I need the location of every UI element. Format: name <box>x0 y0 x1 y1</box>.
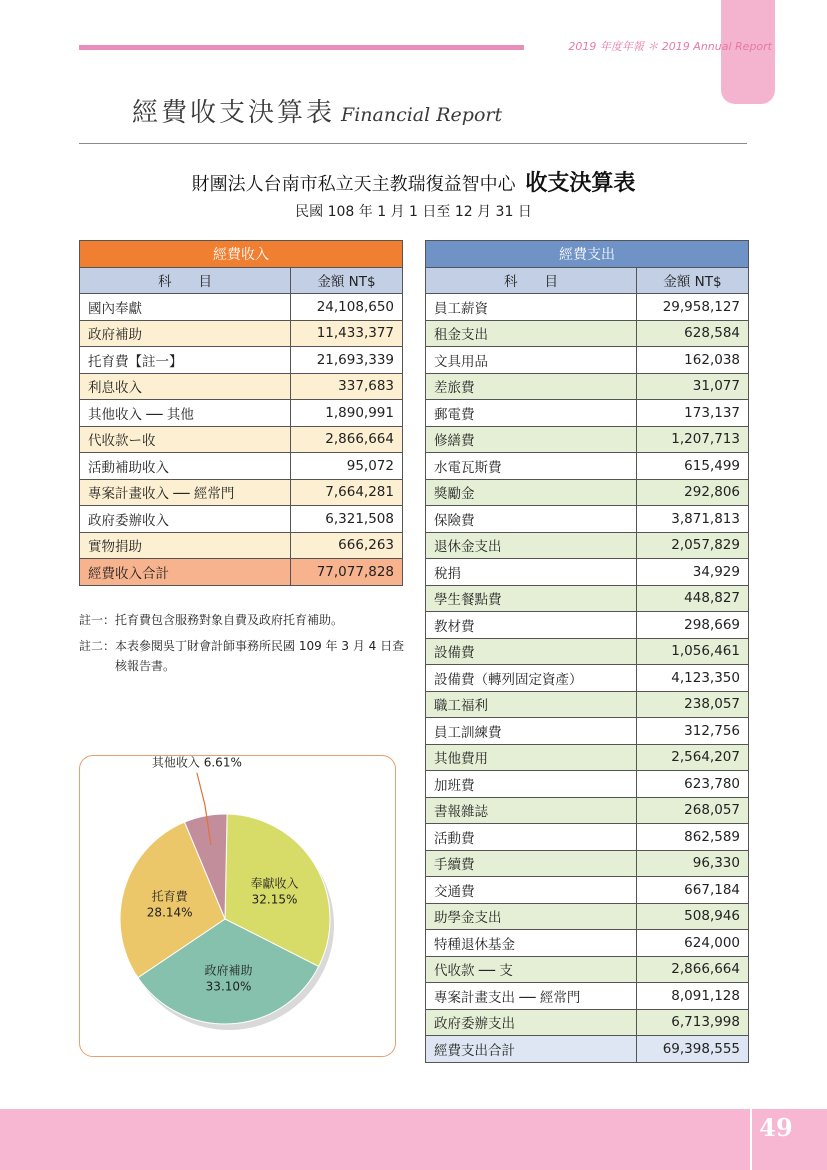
expense-row <box>426 400 749 427</box>
expense-amount: 29,958,127 <box>637 294 749 321</box>
expense-row <box>426 1009 749 1036</box>
expense-item: 特種退休基金 <box>426 930 637 957</box>
report-title-main: 收支決算表 <box>525 171 636 196</box>
expense-item: 獎勵金 <box>426 479 637 506</box>
income-item: 實物捐助 <box>80 532 291 559</box>
expense-row <box>426 903 749 930</box>
income-table <box>79 240 403 586</box>
expense-row <box>426 824 749 851</box>
expense-total-label: 經費支出合計 <box>426 1036 637 1063</box>
expense-row <box>426 453 749 480</box>
expense-row <box>426 585 749 612</box>
expense-row <box>426 877 749 904</box>
income-total-label: 經費收入合計 <box>80 559 291 586</box>
income-amount: 11,433,377 <box>291 320 403 347</box>
expense-row <box>426 532 749 559</box>
expense-table <box>425 240 749 1063</box>
income-row <box>80 294 403 321</box>
income-amount: 337,683 <box>291 373 403 400</box>
expense-item: 其他費用 <box>426 744 637 771</box>
running-head: 2019 年度年報 ＊ 2019 Annual Report <box>568 40 772 53</box>
income-amount: 1,890,991 <box>291 400 403 427</box>
expense-amount: 34,929 <box>637 559 749 586</box>
expense-row <box>426 320 749 347</box>
expense-row <box>426 983 749 1010</box>
expense-item: 代收款 ── 支 <box>426 956 637 983</box>
page-number: 49 <box>759 1113 793 1142</box>
expense-amount: 96,330 <box>637 850 749 877</box>
income-amount: 24,108,650 <box>291 294 403 321</box>
expense-item: 員工薪資 <box>426 294 637 321</box>
header-rule <box>79 45 524 50</box>
expense-item: 文具用品 <box>426 347 637 374</box>
expense-row <box>426 426 749 453</box>
pie-callout-label: 其他收入 6.61% <box>151 756 242 770</box>
expense-amount: 3,871,813 <box>637 506 749 533</box>
income-row <box>80 506 403 533</box>
pie-value-label: 32.15% <box>251 892 298 907</box>
income-item: 代收款ー收 <box>80 426 291 453</box>
note-text: 本表參閱吳丁財會計師事務所民國 109 年 3 月 4 日查核報告書。 <box>115 639 405 673</box>
income-row <box>80 532 403 559</box>
expense-amount: 667,184 <box>637 877 749 904</box>
expense-item: 職工福利 <box>426 691 637 718</box>
income-item: 專案計畫收入 ── 經常門 <box>80 479 291 506</box>
expense-item: 保險費 <box>426 506 637 533</box>
expense-item: 租金支出 <box>426 320 637 347</box>
expense-row <box>426 797 749 824</box>
notes <box>79 610 409 682</box>
expense-item: 退休金支出 <box>426 532 637 559</box>
expense-item: 活動費 <box>426 824 637 851</box>
pie-label: 托育費 <box>151 889 188 904</box>
income-amount: 21,693,339 <box>291 347 403 374</box>
income-row <box>80 400 403 427</box>
expense-amount: 2,866,664 <box>637 956 749 983</box>
report-period: 民國 108 年 1 月 1 日至 12 月 31 日 <box>295 204 532 220</box>
note-1 <box>79 610 409 630</box>
income-amount: 7,664,281 <box>291 479 403 506</box>
expense-item: 手續費 <box>426 850 637 877</box>
income-item: 利息收入 <box>80 373 291 400</box>
income-amount: 2,866,664 <box>291 426 403 453</box>
expense-amount: 173,137 <box>637 400 749 427</box>
expense-item: 員工訓練費 <box>426 718 637 745</box>
expense-row <box>426 559 749 586</box>
income-row <box>80 453 403 480</box>
income-amount: 95,072 <box>291 453 403 480</box>
expense-amount: 298,669 <box>637 612 749 639</box>
income-item: 政府委辦收入 <box>80 506 291 533</box>
expense-amount: 312,756 <box>637 718 749 745</box>
expense-item: 政府委辦支出 <box>426 1009 637 1036</box>
expense-total-amount: 69,398,555 <box>637 1036 749 1063</box>
note-2 <box>79 636 409 676</box>
expense-amount: 8,091,128 <box>637 983 749 1010</box>
report-title <box>0 166 827 197</box>
income-amount: 6,321,508 <box>291 506 403 533</box>
note-label: 註一： <box>79 613 116 627</box>
expense-amount: 1,056,461 <box>637 638 749 665</box>
income-row <box>80 320 403 347</box>
section-title-en: Financial Report <box>341 104 503 126</box>
income-pie-chart <box>79 755 396 1057</box>
expense-row <box>426 744 749 771</box>
income-heading: 經費收入 <box>80 241 403 268</box>
expense-item: 教材費 <box>426 612 637 639</box>
expense-amount: 1,207,713 <box>637 426 749 453</box>
expense-row <box>426 718 749 745</box>
expense-row <box>426 691 749 718</box>
expense-item: 專案計畫支出 ── 經常門 <box>426 983 637 1010</box>
expense-item: 水電瓦斯費 <box>426 453 637 480</box>
expense-item: 設備費（轉列固定資產） <box>426 665 637 692</box>
expense-row <box>426 638 749 665</box>
income-item: 國內奉獻 <box>80 294 291 321</box>
expense-amount: 508,946 <box>637 903 749 930</box>
expense-row <box>426 506 749 533</box>
expense-row <box>426 956 749 983</box>
expense-row <box>426 479 749 506</box>
income-item: 托育費【註一】 <box>80 347 291 374</box>
expense-amount: 624,000 <box>637 930 749 957</box>
expense-amount: 623,780 <box>637 771 749 798</box>
income-col-item: 科 目 <box>80 267 291 294</box>
footer-band <box>0 1109 827 1170</box>
expense-row <box>426 930 749 957</box>
expense-row <box>426 373 749 400</box>
income-row <box>80 426 403 453</box>
expense-amount: 292,806 <box>637 479 749 506</box>
expense-amount: 31,077 <box>637 373 749 400</box>
expense-item: 加班費 <box>426 771 637 798</box>
expense-col-item: 科 目 <box>426 267 637 294</box>
expense-row <box>426 612 749 639</box>
expense-col-amount: 金額 NT$ <box>637 267 749 294</box>
expense-item: 設備費 <box>426 638 637 665</box>
expense-amount: 4,123,350 <box>637 665 749 692</box>
income-total-amount: 77,077,828 <box>291 559 403 586</box>
expense-amount: 615,499 <box>637 453 749 480</box>
expense-amount: 862,589 <box>637 824 749 851</box>
expense-amount: 2,564,207 <box>637 744 749 771</box>
expense-item: 交通費 <box>426 877 637 904</box>
expense-item: 修繕費 <box>426 426 637 453</box>
expense-row <box>426 665 749 692</box>
expense-item: 助學金支出 <box>426 903 637 930</box>
title-rule <box>79 143 747 144</box>
expense-amount: 448,827 <box>637 585 749 612</box>
income-item: 活動補助收入 <box>80 453 291 480</box>
expense-heading: 經費支出 <box>426 241 749 268</box>
income-row <box>80 347 403 374</box>
income-item: 政府補助 <box>80 320 291 347</box>
org-name: 財團法人台南市私立天主教瑞復益智中心 <box>191 174 516 195</box>
section-title <box>132 92 502 129</box>
expense-amount: 268,057 <box>637 797 749 824</box>
section-title-zh: 經費收支決算表 <box>132 98 336 128</box>
income-row <box>80 479 403 506</box>
expense-row <box>426 347 749 374</box>
expense-amount: 238,057 <box>637 691 749 718</box>
pie-label: 奉獻收入 <box>250 876 299 891</box>
expense-item: 學生餐點費 <box>426 585 637 612</box>
expense-item: 書報雜誌 <box>426 797 637 824</box>
expense-amount: 162,038 <box>637 347 749 374</box>
pie-value-label: 28.14% <box>146 905 193 920</box>
expense-item: 郵電費 <box>426 400 637 427</box>
income-col-amount: 金額 NT$ <box>291 267 403 294</box>
note-text: 托育費包含服務對象自費及政府托育補助。 <box>115 613 344 627</box>
expense-amount: 6,713,998 <box>637 1009 749 1036</box>
expense-row <box>426 850 749 877</box>
expense-row <box>426 294 749 321</box>
note-label: 註二： <box>79 639 116 653</box>
pie-value-label: 33.10% <box>205 979 252 994</box>
income-amount: 666,263 <box>291 532 403 559</box>
expense-amount: 628,584 <box>637 320 749 347</box>
expense-amount: 2,057,829 <box>637 532 749 559</box>
pie-label: 政府補助 <box>204 963 253 978</box>
pie-chart-svg <box>80 756 395 1056</box>
expense-item: 稅捐 <box>426 559 637 586</box>
expense-row <box>426 771 749 798</box>
expense-item: 差旅費 <box>426 373 637 400</box>
income-item: 其他收入 ── 其他 <box>80 400 291 427</box>
income-row <box>80 373 403 400</box>
